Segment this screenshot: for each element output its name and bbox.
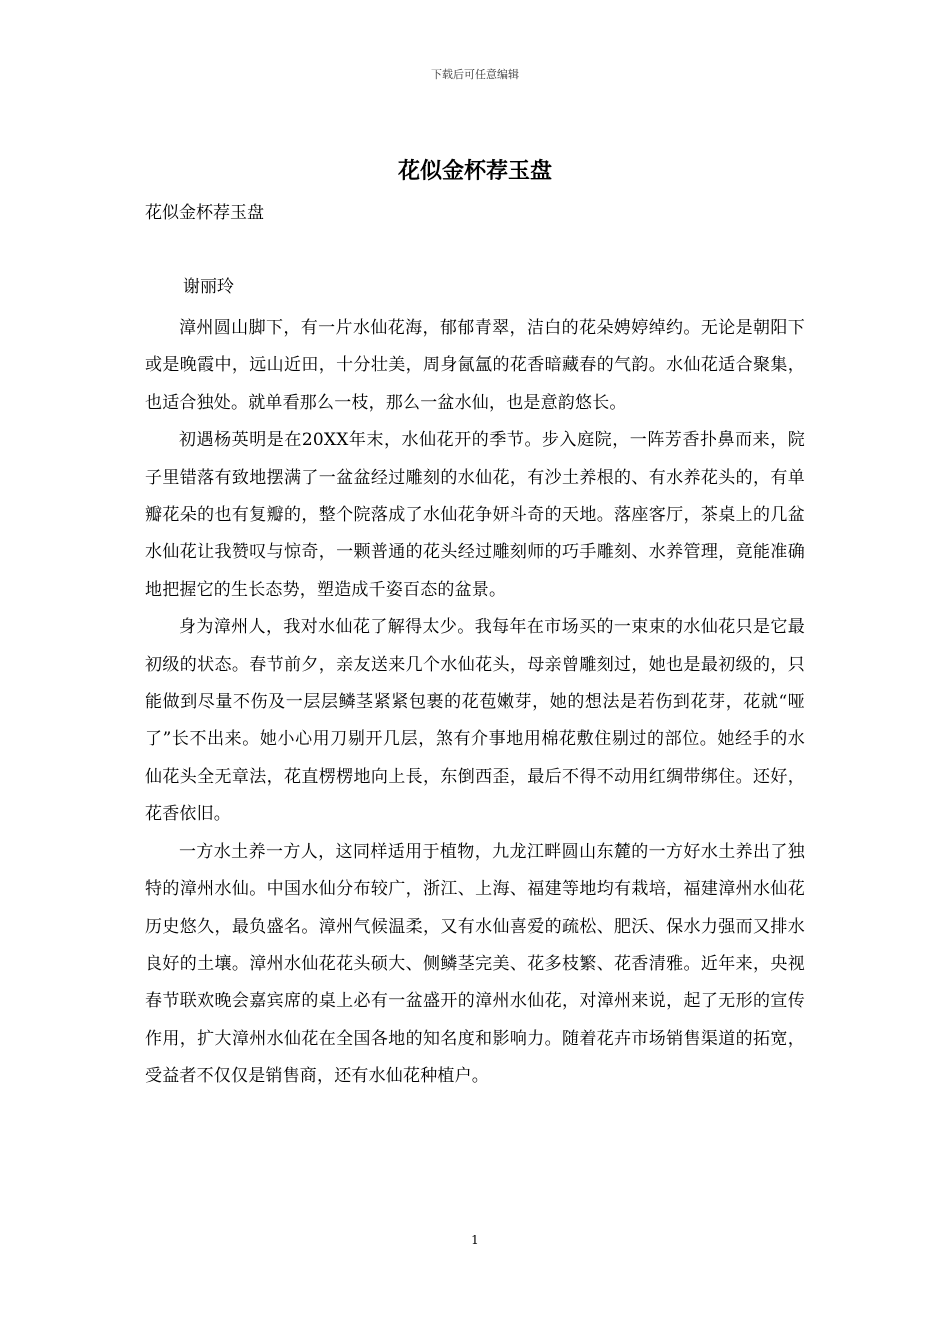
paragraph-2: 初遇杨英明是在20XX年末，水仙花开的季节。步入庭院，一阵芳香扑鼻而来，院子里错落有致地摆满了一盆盆经过雕刻的水仙花，有沙土养根的、有水养花头的，有单瓣花朵的也有复瓣的，整个院落成了水仙花争妍斗奇的天地。落座客厅，茶桌上的几盆水仙花让我赞叹与惊奇，一颗普通的花头经过雕刻师的巧手雕刻、水养管理，竟能准确地把握它的生长态势，塑造成千姿百态的盆景。 — [145, 430, 805, 600]
author-name: 谢丽玲 — [183, 277, 234, 297]
article-body — [145, 310, 805, 1096]
document-subtitle: 花似金杯荐玉盘 — [145, 203, 264, 223]
paragraph-1: 漳州圆山脚下，有一片水仙花海，郁郁青翠，洁白的花朵娉婷绰约。无论是朝阳下或是晚霞中，远山近田，十分壮美，周身氤氲的花香暗藏春的气韵。水仙花适合聚集，也适合独处。就单看那么一枝，那么一盆水仙，也是意韵悠长。 — [145, 318, 805, 413]
paragraph-3: 身为漳州人，我对水仙花了解得太少。我每年在市场买的一束束的水仙花只是它最初级的状态。春节前夕，亲友送来几个水仙花头，母亲曾雕刻过，她也是最初级的，只能做到尽量不伤及一层层鳞茎紧紧包裹的花苞嫩芽，她的想法是若伤到花芽，花就“哑了”长不出来。她小心用刀剔开几层，煞有介事地用棉花敷住剔过的部位。她经手的水仙花头全无章法，花直楞楞地向上長，东倒西歪，最后不得不动用红绸带绑住。还好，花香依旧。 — [145, 617, 805, 825]
document-title: 花似金杯荐玉盘 — [397, 158, 552, 184]
header-note: 下载后可任意编辑 — [431, 68, 519, 81]
page-number: 1 — [471, 1233, 479, 1247]
paragraph-4: 一方水土养一方人，这同样适用于植物，九龙江畔圆山东麓的一方好水土养出了独特的漳州水仙。中国水仙分布较广，浙江、上海、福建等地均有栽培，福建漳州水仙花历史悠久，最负盛名。漳州气候温柔，又有水仙喜爱的疏松、肥沃、保水力强而又排水良好的土壤。漳州水仙花花头硕大、侧鳞茎完美、花多枝繁、花香清雅。近年来，央视春节联欢晚会嘉宾席的桌上必有一盆盛开的漳州水仙花，对漳州来说，起了无形的宣传作用，扩大漳州水仙花在全国各地的知名度和影响力。随着花卉市场销售渠道的拓宽，受益者不仅仅是销售商，还有水仙花种植户。 — [145, 841, 805, 1087]
